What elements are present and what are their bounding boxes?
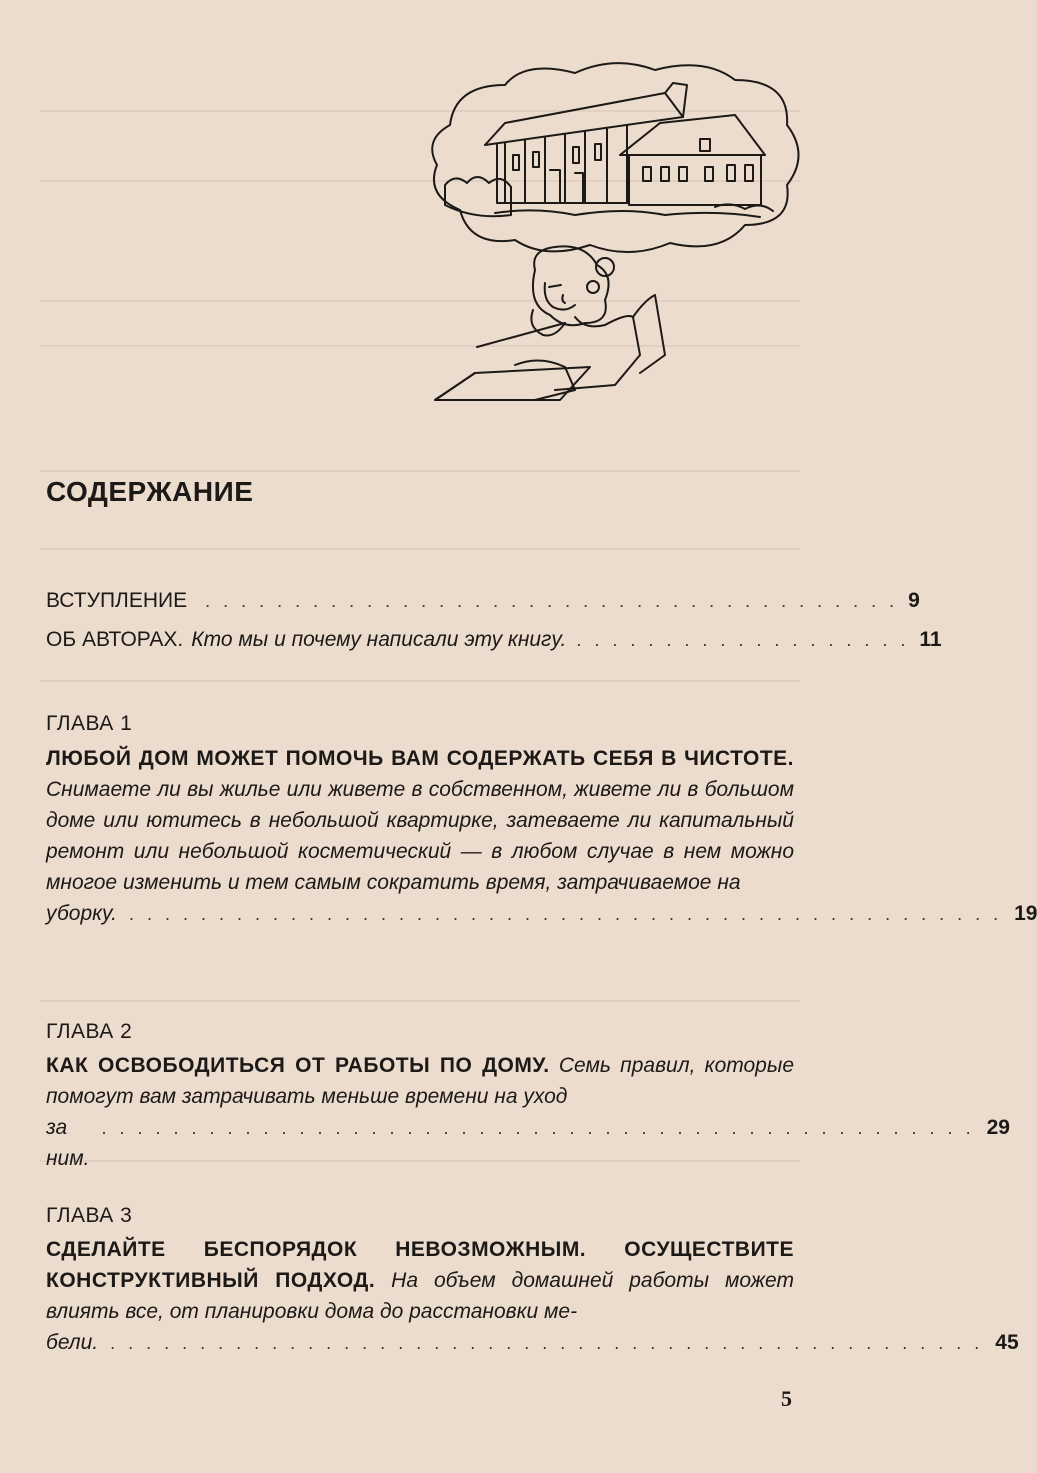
chapter-title: КАК ОСВОБОДИТЬСЯ ОТ РАБОТЫ ПО ДОМУ. <box>46 1054 550 1077</box>
woman-dreaming-of-house-illustration <box>415 55 815 415</box>
chapter-description-tail: за ним. <box>46 1116 90 1170</box>
chapter-tail-line <box>46 898 1037 930</box>
toc-page-number: 45 <box>995 1331 1019 1354</box>
chapter-1-label: ГЛАВА 1 <box>46 712 133 735</box>
chapter-description: Семь правил, которые помогут вам затрачивать меньше времени на уход <box>46 1054 794 1108</box>
chapter-description-tail: уборку. <box>46 902 117 925</box>
chapter-description-tail: бели. <box>46 1331 99 1354</box>
toc-heading: СОДЕРЖАНИЕ <box>46 476 254 507</box>
show-through-line <box>40 548 800 550</box>
chapter-description: На объем домашней работы может влиять все, от планировки дома до расстановки ме- <box>46 1269 794 1323</box>
toc-dot-leader: . . . . . . . . . . . . . . . . . . . . . . . . . . . . . . . . . . . . . . . <box>205 591 899 611</box>
toc-entry-about-authors[interactable] <box>46 628 942 652</box>
toc-entry-title: ОБ АВТОРАХ. <box>46 628 184 651</box>
chapter-tail-line <box>46 1112 1010 1174</box>
toc-page-number: 19 <box>1014 902 1037 925</box>
toc-entry-line <box>46 589 920 613</box>
chapter-3-label: ГЛАВА 3 <box>46 1204 133 1227</box>
toc-page-number: 29 <box>986 1116 1010 1139</box>
chapter-1-entry[interactable] <box>46 743 1037 930</box>
chapter-title: СДЕЛАЙТЕ БЕСПОРЯДОК НЕВОЗМОЖНЫМ. ОСУЩЕСТВИТЕ КОНСТРУКТИВНЫЙ ПОДХОД. <box>46 1238 794 1292</box>
chapter-title: ЛЮБОЙ ДОМ МОЖЕТ ПОМОЧЬ ВАМ СОДЕРЖАТЬ СЕБЯ В ЧИСТОТЕ. <box>46 747 794 770</box>
chapter-tail-line <box>46 1327 1019 1359</box>
show-through-line <box>40 1000 800 1002</box>
toc-dot-leader: . . . . . . . . . . . . . . . . . . . . . . . . . . . . . . . . . . . . . . . . . . . . . . . . . <box>110 1333 984 1353</box>
toc-entry-title: ВСТУПЛЕНИЕ <box>46 589 188 612</box>
toc-page-number: 11 <box>919 628 942 651</box>
show-through-line <box>40 470 800 472</box>
toc-entry-line <box>46 628 942 652</box>
show-through-line <box>40 680 800 682</box>
chapter-2-entry[interactable] <box>46 1050 1010 1174</box>
toc-entry-introduction[interactable] <box>46 589 920 613</box>
toc-page-number: 9 <box>908 589 920 612</box>
toc-dot-leader: . . . . . . . . . . . . . . . . . . . <box>576 630 910 650</box>
toc-dot-leader: . . . . . . . . . . . . . . . . . . . . . . . . . . . . . . . . . . . . . . . . . . . . . . . . . <box>128 904 1003 924</box>
toc-dot-leader: . . . . . . . . . . . . . . . . . . . . . . . . . . . . . . . . . . . . . . . . . . . . . . . . . <box>101 1118 975 1138</box>
toc-entry-subtitle: Кто мы и почему написали эту книгу. <box>191 628 567 651</box>
chapter-3-entry[interactable] <box>46 1234 1019 1359</box>
chapter-description: Снимаете ли вы жилье или живете в собственном, живете ли в большом доме или ютитесь в небольшой квартирке, затеваете ли капитальный ремонт или небольшой косметический — в любом случае в нем можно многое изменить и тем самым сократить время, затрачиваемое на <box>46 778 794 894</box>
page-number: 5 <box>781 1386 792 1411</box>
chapter-2-label: ГЛАВА 2 <box>46 1020 133 1043</box>
